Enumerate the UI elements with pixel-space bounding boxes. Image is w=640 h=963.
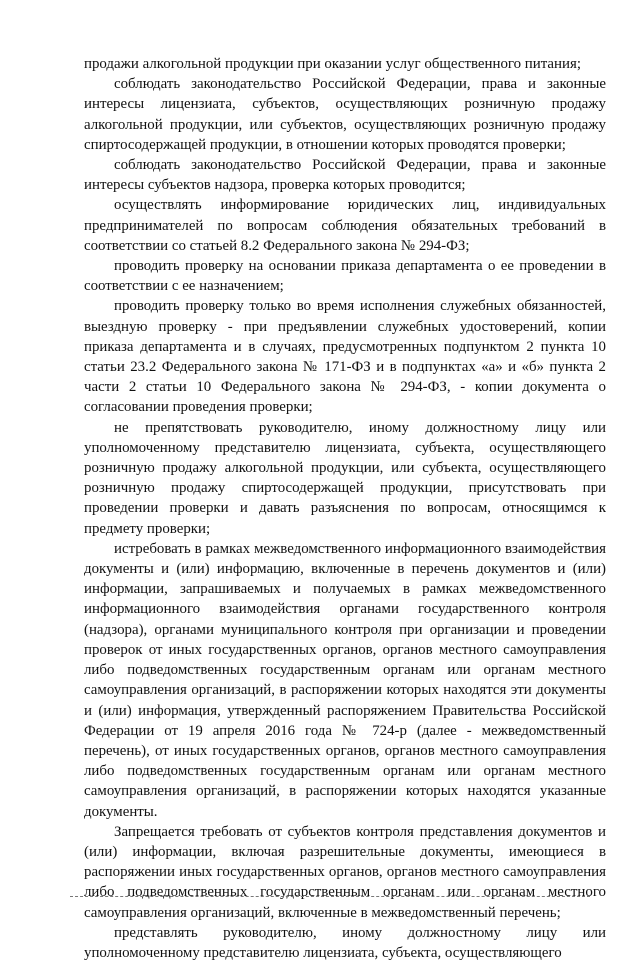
paragraph-inform-legal-entities: осуществлять информирование юридических лиц, индивидуальных предпринимателей по вопросам соблюдения обязательных требований в соответствии со статьей 8.2 Федерального закона № 294-ФЗ; (84, 197, 606, 254)
paragraph-inspection-by-order: проводить проверку на основании приказа департамента о ее проведении в соответствии с ее назначением; (84, 258, 606, 295)
bottom-divider (70, 896, 590, 897)
paragraph-request-documents: истребовать в рамках межведомственного информационного взаимодействия документы и (или) информацию, включенные в перечень документов и (или) информации, запрашиваемых и получаемых в рамках межведомственного информационного взаимодействия органами государственного контроля (надзора), органами муниципального контроля при организации и проведении проверок от иных государственных органов, органов местного самоуправления либо подведомственных государственным органам или органам местного самоуправления организаций, в распоряжении которых находятся эти документы и (или) информация, утвержденный распоряжением Правительства Российской Федерации от 19 апреля 2016 года № 724-р (далее - межведомственный перечень), от иных государственных органов, органов местного самоуправления либо подведомственных государственным органам или органам местного самоуправления организаций, в распоряжении которых находятся указанные документы. (84, 540, 606, 820)
paragraph-comply-legislation-subjects: соблюдать законодательство Российской Федерации, права и законные интересы субъектов надзора, проверка которых проводится; (84, 157, 606, 194)
paragraph-inspection-duty-hours: проводить проверку только во время исполнения служебных обязанностей, выездную проверку - при предъявлении служебных удостоверений, копии приказа департамента и в случаях, предусмотренных подпунктом 2 пункта 10 статьи 23.2 Федерального закона № 171-ФЗ и в подпунктах «а» и «б» пункта 2 части 2 статьи 10 Федерального закона № 294-ФЗ, - копии документа о согласовании проведения проверки; (84, 298, 606, 416)
paragraph-represent: представлять руководителю, иному должностному лицу или уполномоченному представителю лицензиата, субъекта, осуществляющего (84, 924, 606, 961)
paragraph-prohibition: Запрещается требовать от субъектов контроля представления документов и (или) информации, включая разрешительные документы, имеющиеся в распоряжении иных государственных органов, органов местного самоуправления либо подведомственных государственным органам или органам местного самоуправления организаций, включенные в межведомственный перечень; (84, 823, 606, 921)
paragraph-comply-legislation-licensee: соблюдать законодательство Российской Федерации, права и законные интересы лицензиата, субъектов, осуществляющих розничную продажу алкогольной продукции, или субъектов, осуществляющих розничную продажу спиртосодержащей продукции, в отношении которых проводятся проверки; (84, 76, 606, 153)
document-body (84, 54, 606, 963)
paragraph-sales-continuation: продажи алкогольной продукции при оказании услуг общественного питания; (84, 56, 581, 72)
paragraph-do-not-obstruct: не препятствовать руководителю, иному должностному лицу или уполномоченному представителю лицензиата, субъекта, осуществляющего розничную продажу алкогольной продукции, или субъекта, осуществляющего розничную продажу спиртосодержащей продукции, присутствовать при проведении проверки и давать разъяснения по вопросам, относящимся к предмету проверки; (84, 419, 606, 537)
